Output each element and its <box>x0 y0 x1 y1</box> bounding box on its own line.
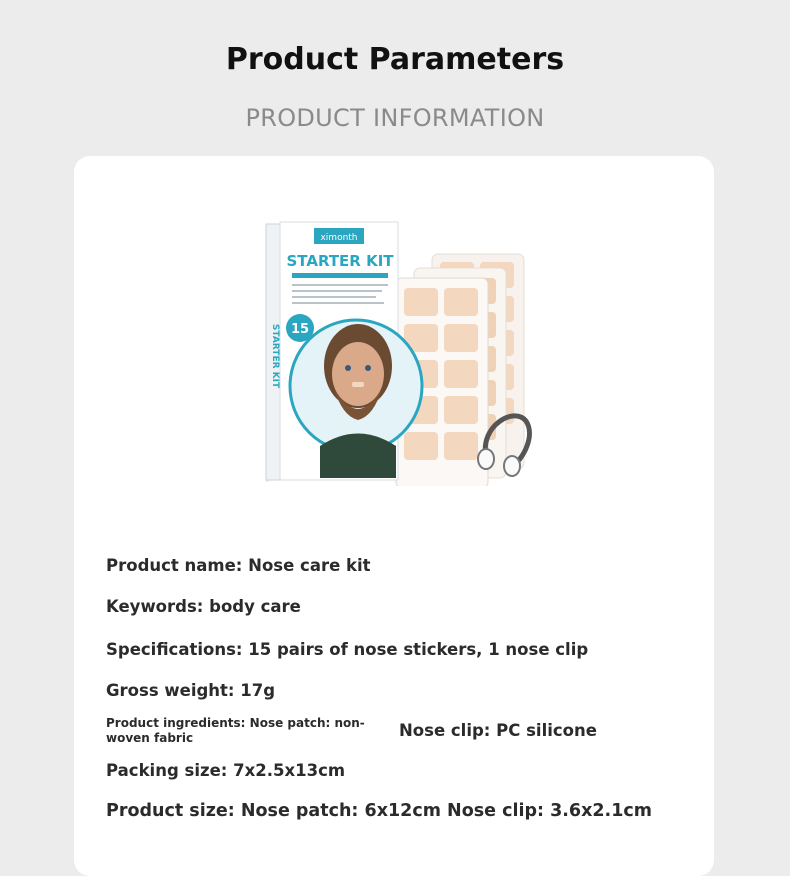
box-side-text: STARTER KIT <box>270 323 280 389</box>
specifications: Specifications: 15 pairs of nose stickers, 1 nose clip <box>106 640 589 659</box>
ingredients-line-1: Product ingredients: Nose patch: non- <box>106 716 365 730</box>
brand-name: ximonth <box>320 233 358 243</box>
ingredients-line-2: woven fabric <box>106 731 194 745</box>
keywords: Keywords: body care <box>106 597 301 616</box>
count-badge: 15 <box>290 322 310 337</box>
product-size: Product size: Nose patch: 6x12cm Nose clip: 3.6x2.1cm <box>106 801 652 821</box>
page-subtitle: PRODUCT INFORMATION <box>245 104 545 132</box>
gross-weight: Gross weight: 17g <box>106 681 276 700</box>
nose-clip-material: Nose clip: PC silicone <box>399 721 597 740</box>
page-title: Product Parameters <box>225 42 565 77</box>
product-image <box>264 216 534 486</box>
product-name: Product name: Nose care kit <box>106 556 371 575</box>
box-title: STARTER KIT <box>286 252 394 270</box>
product-card <box>74 156 714 876</box>
product-ingredients <box>106 716 365 746</box>
packing-size: Packing size: 7x2.5x13cm <box>106 761 346 780</box>
